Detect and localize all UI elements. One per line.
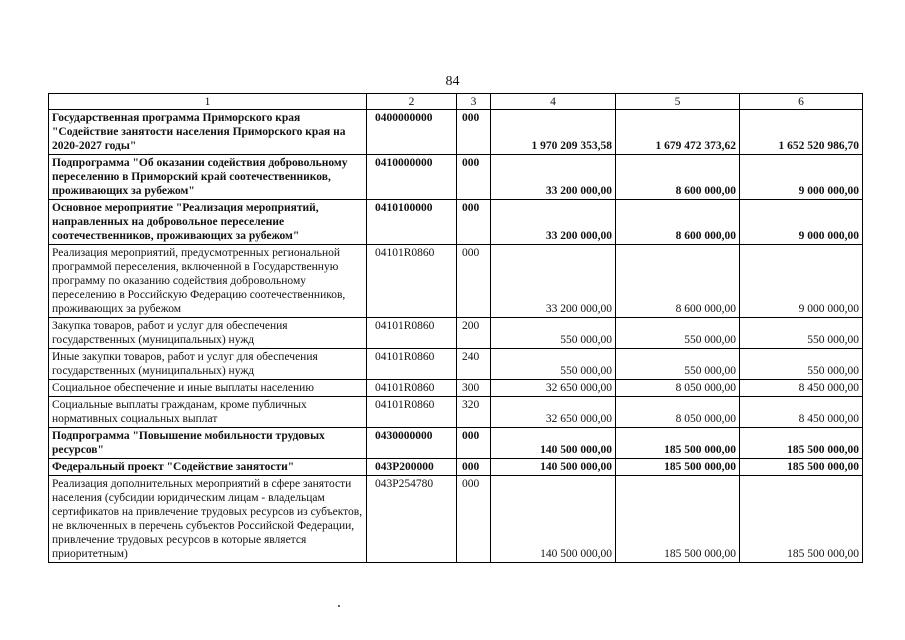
- table-row: [49, 110, 863, 155]
- row-kvr-cell: 000: [457, 245, 491, 318]
- row-name-cell: Иные закупки товаров, работ и услуг для обеспечения государственных (муниципальных) нужд: [49, 349, 367, 380]
- table-row: [49, 428, 863, 459]
- page-number: 84: [445, 74, 460, 89]
- row-value-2025-cell: 33 200 000,00: [491, 200, 616, 245]
- row-kvr-cell: 200: [457, 318, 491, 349]
- column-header: 2: [367, 94, 457, 110]
- row-kvr-cell: 000: [457, 155, 491, 200]
- row-value-2026-cell: 8 600 000,00: [616, 245, 740, 318]
- row-value-2027-cell: 185 500 000,00: [740, 476, 863, 563]
- row-code-cell: 04101R0860: [367, 318, 457, 349]
- table-row: [49, 397, 863, 428]
- table-row: [49, 245, 863, 318]
- row-value-2026-cell: 8 050 000,00: [616, 380, 740, 397]
- row-value-2025-cell: 33 200 000,00: [491, 245, 616, 318]
- column-header: 1: [49, 94, 367, 110]
- table-row: [49, 155, 863, 200]
- row-value-2025-cell: 32 650 000,00: [491, 380, 616, 397]
- row-name-cell: Закупка товаров, работ и услуг для обеспечения государственных (муниципальных) нужд: [49, 318, 367, 349]
- row-value-2025-cell: 140 500 000,00: [491, 476, 616, 563]
- row-code-cell: 04101R0860: [367, 349, 457, 380]
- table-row: [49, 349, 863, 380]
- row-name-cell: Реализация дополнительных мероприятий в сфере занятости населения (субсидии юридическим лицам - владельцам сертификатов на привлечение трудовых ресурсов из субъектов, не включенных в перечень субъектов Российской Федерации, привлечение трудовых ресурсов в которые является приоритетным): [49, 476, 367, 563]
- row-value-2027-cell: 9 000 000,00: [740, 200, 863, 245]
- row-kvr-cell: 320: [457, 397, 491, 428]
- row-code-cell: 0410100000: [367, 200, 457, 245]
- row-value-2027-cell: 550 000,00: [740, 349, 863, 380]
- row-value-2026-cell: 8 050 000,00: [616, 397, 740, 428]
- row-value-2026-cell: 8 600 000,00: [616, 155, 740, 200]
- row-name-cell: Реализация мероприятий, предусмотренных региональной программой переселения, включенной в Государственную программу по оказанию содействия добровольному переселению в Российскую Федерацию соотечественников, проживающих за рубежом: [49, 245, 367, 318]
- row-name-cell: Социальное обеспечение и иные выплаты населению: [49, 380, 367, 397]
- table-row: [49, 476, 863, 563]
- table-row: [49, 380, 863, 397]
- row-code-cell: 0410000000: [367, 155, 457, 200]
- row-value-2025-cell: 1 970 209 353,58: [491, 110, 616, 155]
- row-value-2025-cell: 550 000,00: [491, 318, 616, 349]
- row-name-cell: Подпрограмма "Повышение мобильности трудовых ресурсов": [49, 428, 367, 459]
- row-code-cell: 04101R0860: [367, 380, 457, 397]
- row-name-cell: Социальные выплаты гражданам, кроме публичных нормативных социальных выплат: [49, 397, 367, 428]
- row-code-cell: 0400000000: [367, 110, 457, 155]
- row-value-2027-cell: 185 500 000,00: [740, 428, 863, 459]
- row-value-2026-cell: 1 679 472 373,62: [616, 110, 740, 155]
- row-value-2025-cell: 140 500 000,00: [491, 428, 616, 459]
- column-header: 5: [616, 94, 740, 110]
- row-code-cell: 04101R0860: [367, 245, 457, 318]
- row-name-cell: Основное мероприятие "Реализация мероприятий, направленных на добровольное переселение соотечественников, проживающих за рубежом": [49, 200, 367, 245]
- row-value-2026-cell: 550 000,00: [616, 349, 740, 380]
- table-row: [49, 318, 863, 349]
- row-kvr-cell: 000: [457, 476, 491, 563]
- table-header-row: [49, 94, 863, 110]
- row-code-cell: 043P254780: [367, 476, 457, 563]
- row-value-2026-cell: 185 500 000,00: [616, 476, 740, 563]
- row-value-2025-cell: 550 000,00: [491, 349, 616, 380]
- table-row: [49, 200, 863, 245]
- row-value-2026-cell: 185 500 000,00: [616, 428, 740, 459]
- row-kvr-cell: 000: [457, 110, 491, 155]
- row-kvr-cell: 000: [457, 459, 491, 476]
- row-code-cell: 043P200000: [367, 459, 457, 476]
- row-value-2027-cell: 1 652 520 986,70: [740, 110, 863, 155]
- row-kvr-cell: 300: [457, 380, 491, 397]
- row-name-cell: Государственная программа Приморского края "Содействие занятости населения Приморского края на 2020-2027 годы": [49, 110, 367, 155]
- row-kvr-cell: 240: [457, 349, 491, 380]
- row-kvr-cell: 000: [457, 200, 491, 245]
- budget-table: [48, 93, 863, 563]
- row-value-2027-cell: 8 450 000,00: [740, 397, 863, 428]
- row-value-2027-cell: 8 450 000,00: [740, 380, 863, 397]
- row-value-2026-cell: 185 500 000,00: [616, 459, 740, 476]
- column-header: 6: [740, 94, 863, 110]
- table-row: [49, 459, 863, 476]
- row-value-2027-cell: 550 000,00: [740, 318, 863, 349]
- column-header: 4: [491, 94, 616, 110]
- row-name-cell: Федеральный проект "Содействие занятости": [49, 459, 367, 476]
- row-value-2027-cell: 9 000 000,00: [740, 155, 863, 200]
- row-value-2026-cell: 550 000,00: [616, 318, 740, 349]
- column-header: 3: [457, 94, 491, 110]
- row-value-2027-cell: 185 500 000,00: [740, 459, 863, 476]
- row-code-cell: 0430000000: [367, 428, 457, 459]
- row-value-2027-cell: 9 000 000,00: [740, 245, 863, 318]
- row-kvr-cell: 000: [457, 428, 491, 459]
- row-value-2025-cell: 33 200 000,00: [491, 155, 616, 200]
- row-value-2026-cell: 8 600 000,00: [616, 200, 740, 245]
- row-name-cell: Подпрограмма "Об оказании содействия добровольному переселению в Приморский край соотечественников, проживающих за рубежом": [49, 155, 367, 200]
- row-code-cell: 04101R0860: [367, 397, 457, 428]
- row-value-2025-cell: 32 650 000,00: [491, 397, 616, 428]
- scan-speck: [338, 605, 340, 607]
- row-value-2025-cell: 140 500 000,00: [491, 459, 616, 476]
